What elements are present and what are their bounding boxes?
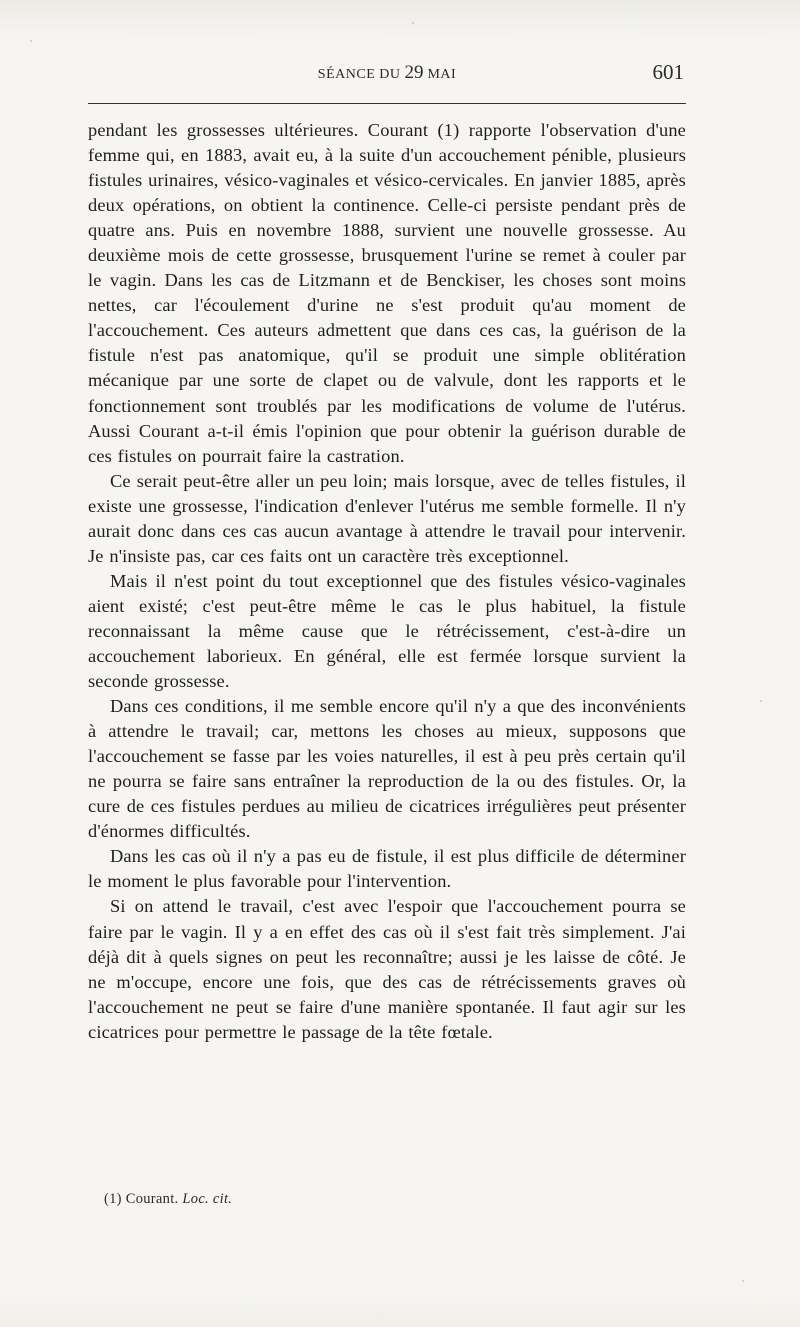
running-title-day: 29 [404, 62, 424, 83]
body-text [88, 118, 686, 1045]
paper-speck [30, 40, 32, 42]
header-rule [88, 103, 686, 104]
paragraph-1: pendant les grossesses ultérieures. Courant (1) rapporte l'observation d'une femme qui, en 1883, avait eu, à la suite d'un accouchement pénible, plusieurs fistules urinaires, vésico-vaginales et vésico-cervicales. En janvier 1885, après deux opérations, on obtient la continence. Celle-ci persiste pendant près de quatre ans. Puis en novembre 1888, survient une nouvelle grossesse. Au deuxième mois de cette grossesse, brusquement l'urine se remet à couler par le vagin. Dans les cas de Litzmann et de Benckiser, les choses sont moins nettes, car l'écoulement d'urine ne s'est produit qu'au moment de l'accouchement. Ces auteurs admettent que dans ces cas, la guérison de la fistule n'est pas anatomique, qu'il se produit une simple oblitération mécanique par une sorte de clapet ou de valvule, dont les rapports et le fonctionnement sont troublés par les modifications de volume de l'utérus. Aussi Courant a-t-il émis l'opinion que pour obtenir la guérison durable de ces fistules on pourrait faire la castration. [88, 120, 686, 466]
running-title-suffix: MAI [423, 67, 457, 82]
paper-speck [412, 22, 414, 24]
paper-speck [760, 700, 762, 702]
running-title [88, 62, 686, 84]
footnote [104, 1191, 684, 1208]
paragraph-3: Mais il n'est point du tout exceptionnel que des fistules vésico-vaginales aient existé; c'est peut-être même le cas le plus habituel, la fistule reconnaissant la même cause que le rétrécissement, c'est-à-dire un accouchement laborieux. En général, elle est fermée lorsque survient la seconde grossesse. [88, 570, 686, 692]
page-header [88, 60, 686, 86]
page-number: 601 [652, 60, 684, 84]
paragraph-5: Dans les cas où il n'y a pas eu de fistule, il est plus difficile de déterminer le moment le plus favorable pour l'intervention. [88, 846, 686, 892]
footnote-citation: Loc. cit. [182, 1191, 233, 1207]
paragraph-6: Si on attend le travail, c'est avec l'espoir que l'accouchement pourra se faire par le vagin. Il y a en effet des cas où il s'est fait très simplement. J'ai déjà dit à quels signes on peut les reconnaître; aussi je les laisse de côté. Je ne m'occupe, encore une fois, que des cas de rétrécissements graves où l'accouchement ne peut se faire d'une manière spontanée. Il faut agir sur les cicatrices pour permettre le passage de la tête fœtale. [88, 896, 686, 1042]
running-title-prefix: SÉANCE DU [317, 67, 405, 82]
footnote-author: (1) Courant. [104, 1191, 183, 1207]
paragraph-4: Dans ces conditions, il me semble encore qu'il n'y a que des inconvénients à attendre le travail; car, mettons les choses au mieux, supposons que l'accouchement se fasse par les voies naturelles, il est à peu près certain qu'il ne pourra se faire sans entraîner la reproduction de la ou des fistules. Or, la cure de ces fistules perdues au milieu de cicatrices irrégulières peut présenter d'énormes difficultés. [88, 696, 686, 842]
paragraph-2: Ce serait peut-être aller un peu loin; mais lorsque, avec de telles fistules, il existe une grossesse, l'indication d'enlever l'utérus me semble formelle. Il n'y aurait donc dans ces cas aucun avantage à attendre le travail pour intervenir. Je n'insiste pas, car ces faits ont un caractère très exceptionnel. [88, 470, 686, 566]
paper-speck [742, 1280, 744, 1282]
